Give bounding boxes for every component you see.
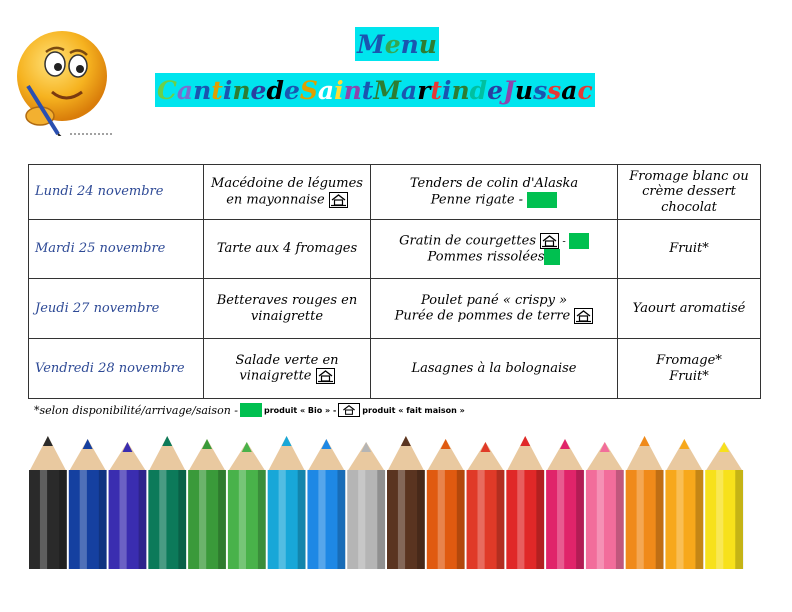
pencil: [546, 439, 584, 569]
pencil: [109, 442, 147, 569]
pencil: [467, 442, 505, 569]
dessert-cell: Fruit*: [618, 220, 761, 279]
pencil: [347, 442, 385, 569]
main-course-cell: Gratin de courgettes - Pommes rissolées: [371, 220, 618, 279]
main-dish-text: Tenders de colin d'Alaska: [409, 176, 579, 192]
pencil: [148, 436, 186, 569]
pencil: [626, 436, 664, 569]
bio-marker-icon: [569, 233, 589, 249]
day-cell: Mardi 25 novembre: [29, 220, 204, 279]
starter-cell: [204, 165, 371, 220]
starter-text: Macédoine de légumes en mayonnaise: [211, 176, 363, 208]
dessert-text: Fruit*: [669, 368, 709, 384]
legend: [34, 403, 465, 417]
side-dish-text: Penne rigate -: [430, 192, 524, 208]
bio-marker-icon: [527, 192, 557, 208]
pencil: [705, 442, 743, 569]
pencil: [268, 436, 306, 569]
dessert-cell: Yaourt aromatisé: [618, 279, 761, 339]
canteen-name: C a n t i n e d e S a i n t M a r t i n d e J u s s a c: [155, 73, 595, 107]
starter-cell: Tarte aux 4 fromages: [204, 220, 371, 279]
dessert-cell: [618, 339, 761, 399]
pencil: [665, 439, 703, 569]
pencil: [506, 436, 544, 569]
pencil: [29, 436, 67, 569]
table-row: [29, 279, 761, 339]
bio-marker-icon: [544, 249, 560, 265]
table-row: [29, 165, 761, 220]
pencil: [387, 436, 425, 569]
table-row: [29, 220, 761, 279]
availability-note: *selon disponibilité/arrivage/saison -: [34, 403, 238, 417]
menu-table: [28, 164, 761, 399]
homemade-icon: [574, 308, 593, 324]
main-dish-text: Gratin de courgettes: [399, 233, 536, 249]
pencil: [427, 439, 465, 569]
homemade-legend-label: produit « fait maison »: [362, 405, 465, 415]
starter-cell: Betteraves rouges en vinaigrette: [204, 279, 371, 339]
pencil: [228, 442, 266, 569]
dessert-text: Fromage*: [656, 352, 722, 368]
side-dish-text: Pommes rissolées: [427, 249, 545, 265]
main-dish-text: Poulet pané « crispy »: [420, 292, 568, 308]
pencil: [586, 442, 624, 569]
day-cell: Jeudi 27 novembre: [29, 279, 204, 339]
pencil: [69, 439, 107, 569]
smiley-writing-icon: [10, 26, 120, 136]
starter-cell: [204, 339, 371, 399]
homemade-icon: [338, 403, 360, 417]
day-cell: Lundi 24 novembre: [29, 165, 204, 220]
menu-title: M e n u: [355, 27, 439, 61]
bio-legend-label: produit « Bio » -: [264, 405, 337, 415]
homemade-icon: [329, 192, 348, 208]
main-course-cell: Lasagnes à la bolognaise: [371, 339, 618, 399]
pencil: [307, 439, 345, 569]
main-course-cell: [371, 279, 618, 339]
dessert-cell: Fromage blanc ou crème dessert chocolat: [618, 165, 761, 220]
side-dish-text: Purée de pommes de terre: [394, 308, 571, 324]
main-course-cell: [371, 165, 618, 220]
homemade-icon: [316, 368, 335, 384]
starter-text: Salade verte en vinaigrette: [235, 352, 339, 384]
table-row: [29, 339, 761, 399]
homemade-icon: [540, 233, 559, 249]
colored-pencils-image: [28, 426, 744, 569]
day-cell: Vendredi 28 novembre: [29, 339, 204, 399]
pencil: [188, 439, 226, 569]
bio-marker-icon: [240, 403, 262, 417]
